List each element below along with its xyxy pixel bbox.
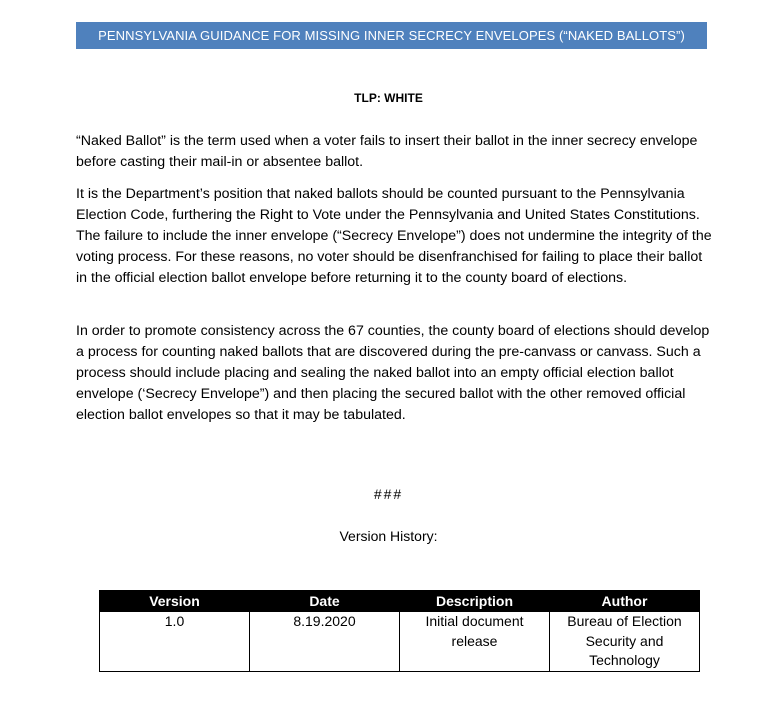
cell-author: Bureau of Election Security and Technology	[550, 612, 700, 672]
column-header-version: Version	[100, 591, 250, 612]
paragraph-definition: “Naked Ballot” is the term used when a voter fails to insert their ballot in the inner secrecy envelope before casting their mail-in or absentee ballot.	[76, 133, 698, 170]
table-row	[100, 612, 700, 672]
end-separator: ###	[373, 486, 404, 502]
tlp-classification: TLP: WHITE	[354, 91, 423, 105]
version-history-table	[99, 590, 700, 672]
document-title-banner: PENNSYLVANIA GUIDANCE FOR MISSING INNER SECRECY ENVELOPES (“NAKED BALLOTS”)	[76, 22, 707, 49]
column-header-author: Author	[550, 591, 700, 612]
version-history-heading: Version History:	[339, 528, 438, 544]
table-header-row	[100, 591, 700, 612]
column-header-description: Description	[400, 591, 550, 612]
cell-date: 8.19.2020	[250, 612, 400, 672]
cell-description: Initial document release	[400, 612, 550, 672]
column-header-date: Date	[250, 591, 400, 612]
paragraph-process: In order to promote consistency across the 67 counties, the county board of elections should develop a process for counting naked ballots that are discovered during the pre-canvass or canvass. Such a process should include placing and sealing the naked ballot into an empty official election ballot envelope (‘Secrecy Envelope”) and then placing the secured ballot with the other removed official election ballot envelopes so that it may be tabulated.	[76, 323, 710, 423]
cell-version: 1.0	[100, 612, 250, 672]
paragraph-department-position: It is the Department’s position that naked ballots should be counted pursuant to the Pennsylvania Election Code, furthering the Right to Vote under the Pennsylvania and United States Constitutions. The failure to include the inner envelope (“Secrecy Envelope”) does not undermine the integrity of the voting process. For these reasons, no voter should be disenfranchised for failing to place their ballot in the official election ballot envelope before returning it to the county board of elections.	[76, 186, 712, 286]
